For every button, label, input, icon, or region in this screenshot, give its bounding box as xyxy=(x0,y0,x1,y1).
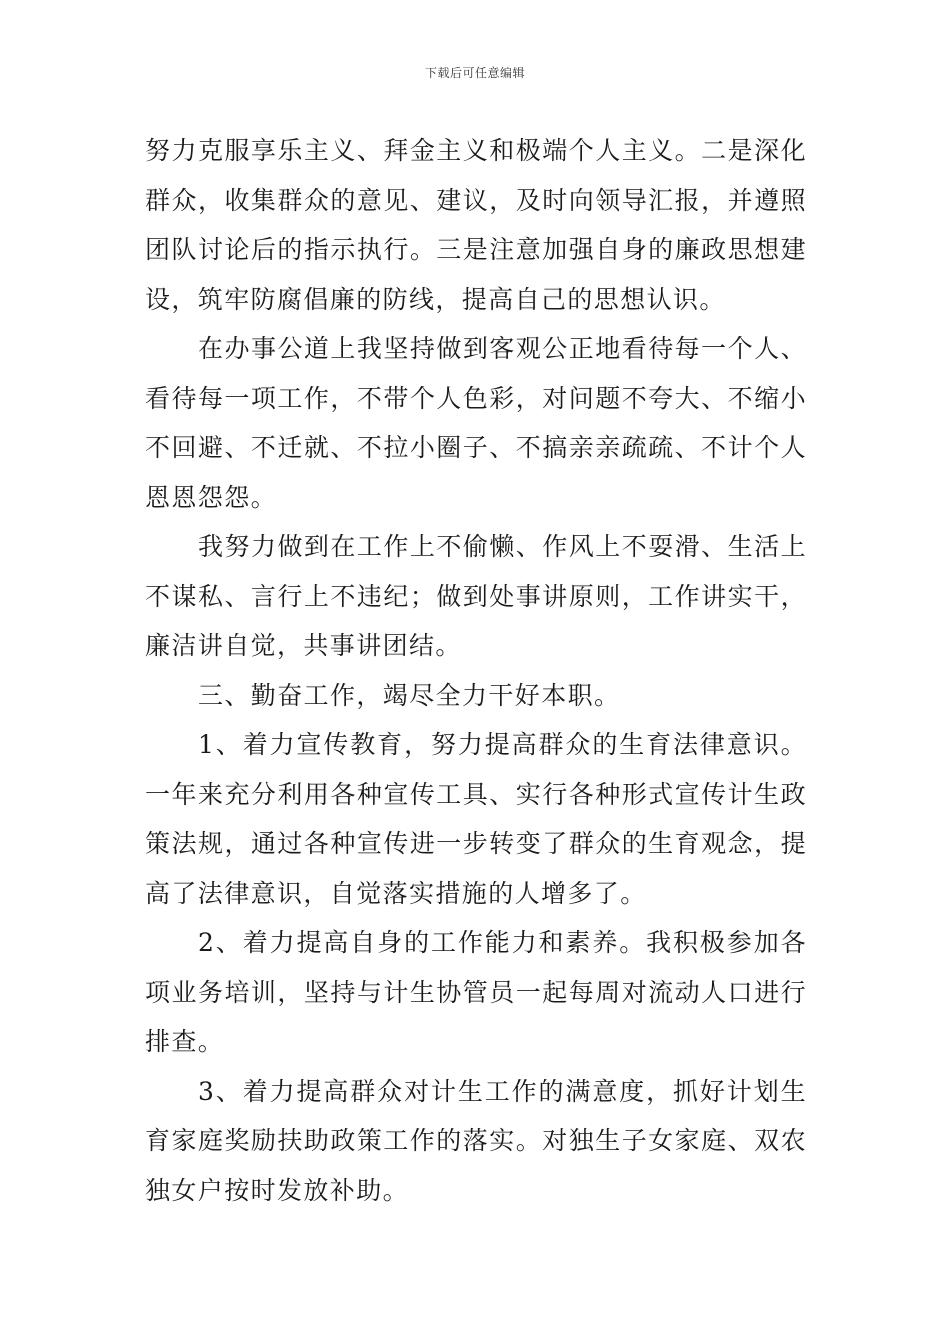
page-header: 下载后可任意编辑 xyxy=(424,66,525,80)
paragraph: 1、着力宣传教育，努力提高群众的生育法律意识。一年来充分利用各种宣传工具、实行各种形式宣传计生政策法规，通过各种宣传进一步转变了群众的生育观念，提高了法律意识，自觉落实措施的人增多了。 xyxy=(145,730,807,908)
paragraph: 我努力做到在工作上不偷懒、作风上不耍滑、生活上不谋私、言行上不违纪；做到处事讲原则，工作讲实干，廉洁讲自觉，共事讲团结。 xyxy=(145,532,807,660)
section-heading: 三、勤奋工作，竭尽全力干好本职。 xyxy=(198,680,621,710)
document-body xyxy=(145,126,807,1215)
paragraph: 在办事公道上我坚持做到客观公正地看待每一个人、看待每一项工作，不带个人色彩，对问题不夸大、不缩小不回避、不迁就、不拉小圈子、不搞亲亲疏疏、不计个人恩恩怨怨。 xyxy=(145,334,807,512)
paragraph: 努力克服享乐主义、拜金主义和极端个人主义。二是深化群众，收集群众的意见、建议，及时向领导汇报，并遵照团队讨论后的指示执行。三是注意加强自身的廉政思想建设，筑牢防腐倡廉的防线，提高自己的思想认识。 xyxy=(145,136,807,314)
paragraph: 2、着力提高自身的工作能力和素养。我积极参加各项业务培训，坚持与计生协管员一起每周对流动人口进行排查。 xyxy=(145,928,807,1056)
paragraph: 3、着力提高群众对计生工作的满意度，抓好计划生育家庭奖励扶助政策工作的落实。对独生子女家庭、双农独女户按时发放补助。 xyxy=(145,1076,807,1205)
